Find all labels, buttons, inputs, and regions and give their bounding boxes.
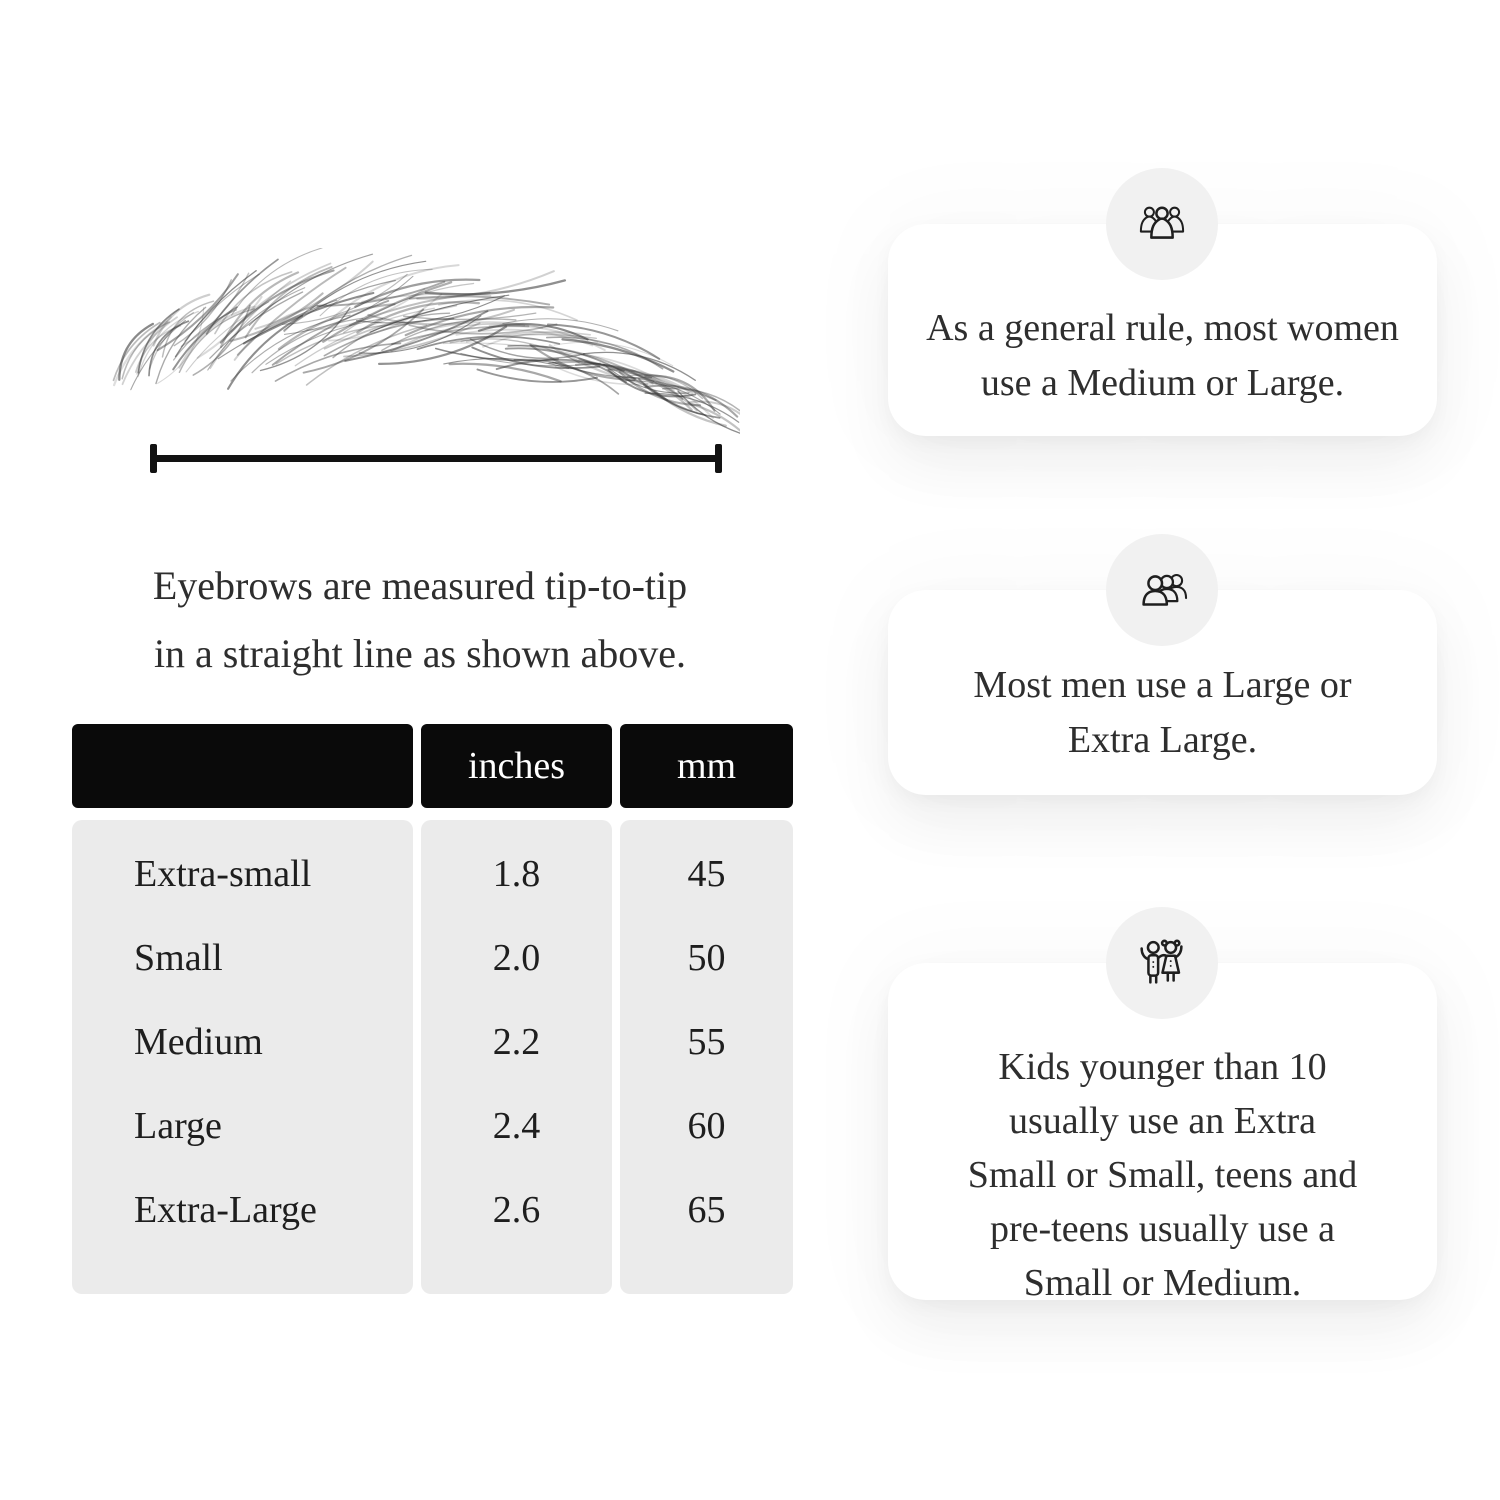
icon-badge <box>1106 168 1218 280</box>
card-text <box>888 1040 1437 1310</box>
table-cell-mm: 60 <box>687 1105 726 1147</box>
table-cell-inches: 2.6 <box>492 1189 541 1231</box>
caption-line-1: Eyebrows are measured tip-to-tip <box>152 563 688 608</box>
card-text-line: Small or Medium. <box>1023 1262 1302 1304</box>
eyebrow-illustration <box>105 248 740 458</box>
table-column-size <box>72 820 413 1294</box>
icon-badge <box>1106 907 1218 1019</box>
table-row-size-label: Medium <box>134 1021 263 1063</box>
table-cell-inches: 1.8 <box>492 853 541 895</box>
card-text-line: Small or Small, teens and <box>967 1154 1358 1196</box>
caption-line-2: in a straight line as shown above. <box>153 631 687 676</box>
info-card-men <box>888 590 1437 795</box>
table-row-size-label: Extra-small <box>134 853 312 895</box>
table-cell-mm: 65 <box>687 1189 726 1231</box>
women-group-icon <box>1131 193 1193 255</box>
men-group-icon <box>1131 559 1193 621</box>
table-cell-inches: 2.4 <box>492 1105 541 1147</box>
card-text-line: usually use an Extra <box>1008 1100 1317 1142</box>
table-column-mm <box>620 820 793 1294</box>
card-text-line: Extra Large. <box>1067 719 1258 761</box>
card-text-line: pre-teens usually use a <box>989 1208 1336 1250</box>
table-header-mm: mm <box>620 724 793 808</box>
card-text-line: As a general rule, most women <box>926 307 1399 349</box>
table-row-size-label: Small <box>134 937 223 979</box>
card-text <box>888 301 1437 411</box>
card-text-line: use a Medium or Large. <box>980 362 1345 404</box>
card-text <box>888 658 1437 768</box>
table-cell-mm: 50 <box>687 937 726 979</box>
size-table <box>72 724 793 1294</box>
table-cell-mm: 45 <box>687 853 726 895</box>
measurement-end-cap-right <box>715 444 722 473</box>
table-row-size-label: Extra-Large <box>134 1189 317 1231</box>
table-column-inches <box>421 820 612 1294</box>
table-cell-inches: 2.0 <box>492 937 541 979</box>
measurement-bar <box>150 455 722 462</box>
table-header-size <box>72 724 413 808</box>
info-card-women <box>888 224 1437 436</box>
card-text-line: Most men use a Large or <box>973 664 1352 706</box>
table-cell-mm: 55 <box>687 1021 726 1063</box>
icon-badge <box>1106 534 1218 646</box>
kids-icon <box>1131 932 1193 994</box>
table-row-size-label: Large <box>134 1105 222 1147</box>
info-card-kids <box>888 963 1437 1304</box>
table-header-inches: inches <box>421 724 612 808</box>
table-cell-inches: 2.2 <box>492 1021 541 1063</box>
measurement-caption <box>95 552 745 688</box>
card-text-line: Kids younger than 10 <box>998 1046 1327 1088</box>
measurement-line <box>150 444 722 474</box>
